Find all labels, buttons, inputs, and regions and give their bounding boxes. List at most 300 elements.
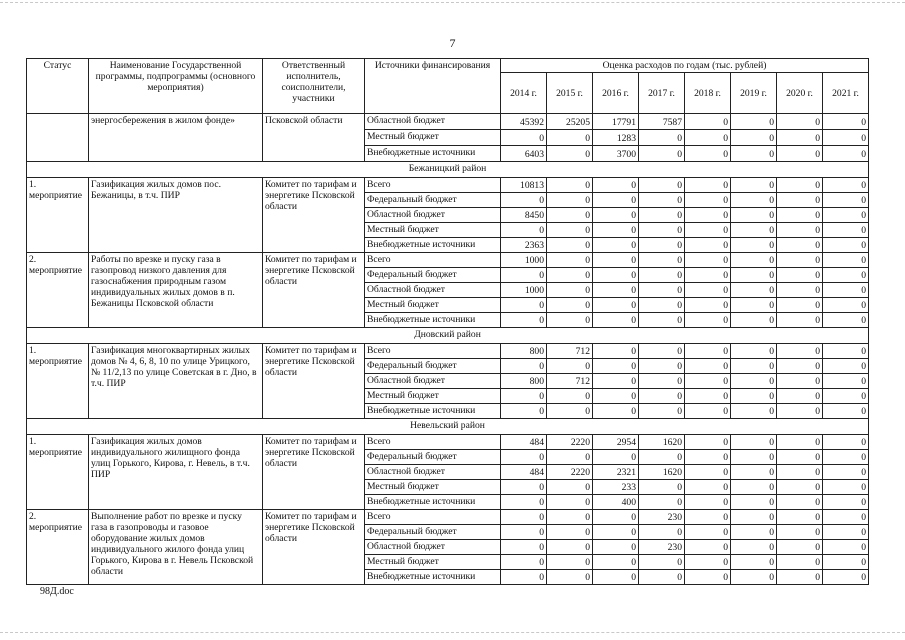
value-cell: 0: [685, 268, 731, 283]
value-cell: 0: [639, 298, 685, 313]
file-name: 98Д.doc: [40, 586, 74, 597]
value-cell: 0: [685, 313, 731, 328]
responsible-cell: Псковской области: [263, 114, 365, 162]
value-cell: 0: [823, 313, 869, 328]
value-cell: 0: [777, 313, 823, 328]
value-cell: 2321: [593, 465, 639, 480]
value-cell: 0: [685, 465, 731, 480]
value-cell: 0: [685, 253, 731, 268]
source-cell: Всего: [365, 344, 501, 359]
source-cell: Областной бюджет: [365, 208, 501, 223]
value-cell: 0: [731, 208, 777, 223]
header-year: 2020 г.: [777, 73, 823, 114]
value-cell: 712: [547, 344, 593, 359]
value-cell: 0: [685, 495, 731, 510]
value-cell: 0: [685, 389, 731, 404]
value-cell: 0: [823, 298, 869, 313]
value-cell: 0: [685, 344, 731, 359]
source-cell: Федеральный бюджет: [365, 525, 501, 540]
value-cell: 0: [685, 178, 731, 193]
value-cell: 0: [593, 313, 639, 328]
value-cell: 0: [685, 570, 731, 585]
value-cell: 0: [731, 193, 777, 208]
header-year: 2021 г.: [823, 73, 869, 114]
value-cell: 0: [731, 313, 777, 328]
value-cell: 0: [639, 450, 685, 465]
header-responsible: Ответственный исполнитель, соисполнители, участники: [263, 59, 365, 114]
source-cell: Местный бюджет: [365, 389, 501, 404]
scan-edge-bottom: [0, 632, 905, 633]
value-cell: 0: [501, 495, 547, 510]
responsible-cell: Комитет по тарифам и энергетике Псковской области: [263, 253, 365, 328]
header-year: 2019 г.: [731, 73, 777, 114]
responsible-cell: Комитет по тарифам и энергетике Псковской области: [263, 510, 365, 585]
value-cell: 0: [547, 404, 593, 419]
value-cell: 0: [547, 313, 593, 328]
value-cell: 0: [501, 223, 547, 238]
value-cell: 0: [501, 450, 547, 465]
value-cell: 2220: [547, 465, 593, 480]
value-cell: 0: [547, 495, 593, 510]
status-cell: 2. мероприятие: [27, 510, 89, 585]
source-cell: Областной бюджет: [365, 114, 501, 130]
value-cell: 0: [501, 193, 547, 208]
value-cell: 0: [823, 404, 869, 419]
value-cell: 0: [685, 525, 731, 540]
activity-name-cell: энергосбережения в жилом фонде»: [89, 114, 263, 162]
value-cell: 0: [731, 146, 777, 162]
value-cell: 0: [593, 540, 639, 555]
value-cell: 0: [593, 389, 639, 404]
value-cell: 0: [547, 510, 593, 525]
source-cell: Федеральный бюджет: [365, 450, 501, 465]
value-cell: 0: [501, 130, 547, 146]
value-cell: 0: [823, 540, 869, 555]
value-cell: 0: [777, 238, 823, 253]
value-cell: 0: [823, 253, 869, 268]
value-cell: 0: [823, 374, 869, 389]
value-cell: 0: [501, 480, 547, 495]
value-cell: 0: [685, 146, 731, 162]
value-cell: 0: [501, 525, 547, 540]
table-row: [27, 178, 869, 193]
value-cell: 0: [777, 510, 823, 525]
source-cell: Всего: [365, 510, 501, 525]
value-cell: 0: [685, 555, 731, 570]
value-cell: 0: [639, 130, 685, 146]
value-cell: 0: [501, 570, 547, 585]
header-year: 2014 г.: [501, 73, 547, 114]
value-cell: 0: [639, 570, 685, 585]
value-cell: 0: [547, 178, 593, 193]
value-cell: 0: [547, 268, 593, 283]
value-cell: 0: [501, 540, 547, 555]
value-cell: 0: [685, 193, 731, 208]
value-cell: 0: [547, 540, 593, 555]
value-cell: 0: [777, 223, 823, 238]
value-cell: 0: [731, 480, 777, 495]
value-cell: 712: [547, 374, 593, 389]
value-cell: 0: [639, 283, 685, 298]
value-cell: 0: [639, 146, 685, 162]
value-cell: 2363: [501, 238, 547, 253]
value-cell: 0: [639, 193, 685, 208]
value-cell: 0: [731, 540, 777, 555]
value-cell: 0: [639, 555, 685, 570]
status-cell: 2. мероприятие: [27, 253, 89, 328]
value-cell: 0: [731, 374, 777, 389]
value-cell: 800: [501, 344, 547, 359]
value-cell: 0: [777, 253, 823, 268]
district-row: [27, 419, 869, 435]
value-cell: 0: [685, 208, 731, 223]
value-cell: 8450: [501, 208, 547, 223]
value-cell: 0: [685, 223, 731, 238]
value-cell: 0: [731, 178, 777, 193]
value-cell: 0: [547, 283, 593, 298]
value-cell: 0: [823, 283, 869, 298]
value-cell: 0: [593, 253, 639, 268]
value-cell: 0: [823, 208, 869, 223]
value-cell: 0: [823, 465, 869, 480]
value-cell: 0: [823, 555, 869, 570]
value-cell: 0: [547, 223, 593, 238]
header-year: 2017 г.: [639, 73, 685, 114]
value-cell: 0: [731, 114, 777, 130]
value-cell: 0: [593, 208, 639, 223]
value-cell: 0: [823, 344, 869, 359]
value-cell: 6403: [501, 146, 547, 162]
value-cell: 1000: [501, 253, 547, 268]
value-cell: 0: [639, 359, 685, 374]
value-cell: 0: [777, 283, 823, 298]
activity-name-cell: Работы по врезке и пуску газа в газопровод низкого давления для газоснабжения природным газом индивидуальных жилых домов в п. Бежаницы Псковской области: [89, 253, 263, 328]
source-cell: Местный бюджет: [365, 480, 501, 495]
value-cell: 0: [639, 495, 685, 510]
value-cell: 0: [501, 359, 547, 374]
value-cell: 0: [777, 465, 823, 480]
table-row: [27, 253, 869, 268]
value-cell: 0: [823, 193, 869, 208]
value-cell: 0: [731, 238, 777, 253]
value-cell: 0: [547, 480, 593, 495]
value-cell: 0: [777, 480, 823, 495]
value-cell: 0: [501, 555, 547, 570]
source-cell: Внебюджетные источники: [365, 238, 501, 253]
value-cell: 0: [731, 555, 777, 570]
value-cell: 0: [547, 146, 593, 162]
value-cell: 0: [777, 555, 823, 570]
value-cell: 25205: [547, 114, 593, 130]
value-cell: 0: [685, 130, 731, 146]
value-cell: 0: [685, 480, 731, 495]
value-cell: 0: [731, 570, 777, 585]
value-cell: 0: [593, 450, 639, 465]
status-cell: 1. мероприятие: [27, 344, 89, 419]
value-cell: 0: [639, 374, 685, 389]
value-cell: 484: [501, 465, 547, 480]
status-cell: 1. мероприятие: [27, 435, 89, 510]
value-cell: 0: [547, 253, 593, 268]
value-cell: 0: [639, 268, 685, 283]
value-cell: 0: [639, 480, 685, 495]
district-name: Дновский район: [27, 328, 869, 344]
district-name: Невельский район: [27, 419, 869, 435]
source-cell: Местный бюджет: [365, 298, 501, 313]
status-cell: 1. мероприятие: [27, 178, 89, 253]
value-cell: 0: [777, 146, 823, 162]
value-cell: 0: [501, 404, 547, 419]
value-cell: 0: [777, 359, 823, 374]
value-cell: 0: [501, 510, 547, 525]
value-cell: 0: [547, 130, 593, 146]
status-cell: [27, 114, 89, 162]
value-cell: 0: [547, 359, 593, 374]
value-cell: 1000: [501, 283, 547, 298]
value-cell: 0: [777, 450, 823, 465]
value-cell: 400: [593, 495, 639, 510]
value-cell: 0: [731, 344, 777, 359]
value-cell: 0: [731, 298, 777, 313]
value-cell: 0: [731, 359, 777, 374]
value-cell: 0: [731, 404, 777, 419]
value-cell: 0: [639, 223, 685, 238]
source-cell: Всего: [365, 178, 501, 193]
value-cell: 2220: [547, 435, 593, 450]
source-cell: Всего: [365, 435, 501, 450]
value-cell: 0: [777, 208, 823, 223]
value-cell: 484: [501, 435, 547, 450]
activity-name-cell: Выполнение работ по врезке и пуску газа в газопроводы и газовое оборудование жилых домов индивидуального жилого фонда улиц Горького, Кирова в г. Невель Псковской области: [89, 510, 263, 585]
table-row: [27, 435, 869, 450]
scan-edge-top: [0, 2, 905, 3]
value-cell: 0: [593, 555, 639, 570]
value-cell: 0: [777, 298, 823, 313]
value-cell: 0: [777, 344, 823, 359]
value-cell: 0: [593, 359, 639, 374]
source-cell: Федеральный бюджет: [365, 359, 501, 374]
header-name: Наименование Государственной программы, подпрограммы (основного мероприятия): [89, 59, 263, 114]
value-cell: 230: [639, 510, 685, 525]
value-cell: 0: [823, 223, 869, 238]
value-cell: 0: [777, 114, 823, 130]
header-year: 2016 г.: [593, 73, 639, 114]
responsible-cell: Комитет по тарифам и энергетике Псковской области: [263, 344, 365, 419]
value-cell: 0: [593, 268, 639, 283]
value-cell: 0: [685, 510, 731, 525]
value-cell: 0: [639, 253, 685, 268]
table-row: [27, 114, 869, 130]
value-cell: 0: [777, 435, 823, 450]
value-cell: 0: [731, 283, 777, 298]
value-cell: 0: [777, 130, 823, 146]
value-cell: 17791: [593, 114, 639, 130]
source-cell: Всего: [365, 253, 501, 268]
value-cell: 0: [547, 525, 593, 540]
district-row: [27, 328, 869, 344]
source-cell: Местный бюджет: [365, 130, 501, 146]
value-cell: 0: [593, 344, 639, 359]
value-cell: 7587: [639, 114, 685, 130]
activity-name-cell: Газификация жилых домов индивидуального жилищного фонда улиц Горького, Кирова, г. Невель, в т.ч. ПИР: [89, 435, 263, 510]
value-cell: 0: [731, 510, 777, 525]
header-estimate: Оценка расходов по годам (тыс. рублей): [501, 59, 869, 73]
value-cell: 45392: [501, 114, 547, 130]
value-cell: 0: [639, 344, 685, 359]
value-cell: 0: [731, 130, 777, 146]
header-row: [27, 59, 869, 73]
value-cell: 1620: [639, 465, 685, 480]
value-cell: 0: [731, 435, 777, 450]
value-cell: 0: [823, 359, 869, 374]
activity-name-cell: Газификация жилых домов пос. Бежаницы, в т.ч. ПИР: [89, 178, 263, 253]
value-cell: 1620: [639, 435, 685, 450]
value-cell: 1283: [593, 130, 639, 146]
table-row: [27, 510, 869, 525]
value-cell: 230: [639, 540, 685, 555]
value-cell: 800: [501, 374, 547, 389]
value-cell: 0: [823, 510, 869, 525]
value-cell: 0: [777, 389, 823, 404]
value-cell: 0: [777, 178, 823, 193]
source-cell: Областной бюджет: [365, 374, 501, 389]
value-cell: 0: [547, 238, 593, 253]
header-year: 2015 г.: [547, 73, 593, 114]
value-cell: 0: [547, 193, 593, 208]
value-cell: 0: [593, 238, 639, 253]
value-cell: 0: [593, 223, 639, 238]
value-cell: 0: [777, 404, 823, 419]
value-cell: 0: [685, 283, 731, 298]
value-cell: 10813: [501, 178, 547, 193]
value-cell: 0: [547, 389, 593, 404]
value-cell: 0: [593, 193, 639, 208]
value-cell: 0: [777, 495, 823, 510]
district-name: Бежаницкий район: [27, 162, 869, 178]
value-cell: 0: [547, 555, 593, 570]
value-cell: 0: [731, 450, 777, 465]
value-cell: 0: [501, 298, 547, 313]
value-cell: 0: [547, 298, 593, 313]
value-cell: 0: [685, 404, 731, 419]
source-cell: Федеральный бюджет: [365, 193, 501, 208]
value-cell: 0: [823, 495, 869, 510]
value-cell: 0: [685, 238, 731, 253]
value-cell: 0: [593, 525, 639, 540]
value-cell: 0: [501, 389, 547, 404]
value-cell: 0: [823, 146, 869, 162]
table-row: [27, 344, 869, 359]
value-cell: 0: [685, 374, 731, 389]
header-year: 2018 г.: [685, 73, 731, 114]
page-number: 7: [449, 36, 456, 50]
value-cell: 0: [823, 525, 869, 540]
value-cell: 0: [593, 298, 639, 313]
responsible-cell: Комитет по тарифам и энергетике Псковской области: [263, 178, 365, 253]
value-cell: 0: [777, 570, 823, 585]
budget-table: [26, 58, 869, 585]
value-cell: 0: [823, 114, 869, 130]
source-cell: Внебюджетные источники: [365, 146, 501, 162]
value-cell: 0: [731, 465, 777, 480]
value-cell: 0: [639, 404, 685, 419]
value-cell: 0: [639, 238, 685, 253]
value-cell: 0: [639, 525, 685, 540]
value-cell: 0: [823, 435, 869, 450]
value-cell: 0: [823, 480, 869, 495]
value-cell: 0: [639, 313, 685, 328]
value-cell: 0: [593, 178, 639, 193]
source-cell: Местный бюджет: [365, 555, 501, 570]
value-cell: 0: [823, 238, 869, 253]
value-cell: 0: [823, 130, 869, 146]
value-cell: 0: [547, 208, 593, 223]
value-cell: 0: [593, 570, 639, 585]
header-status: Статус: [27, 59, 89, 114]
value-cell: 0: [731, 268, 777, 283]
header-sources: Источники финансирования: [365, 59, 501, 114]
value-cell: 0: [639, 178, 685, 193]
value-cell: 0: [593, 404, 639, 419]
source-cell: Внебюджетные источники: [365, 404, 501, 419]
value-cell: 0: [593, 283, 639, 298]
value-cell: 0: [501, 313, 547, 328]
source-cell: Внебюджетные источники: [365, 313, 501, 328]
value-cell: 0: [823, 178, 869, 193]
value-cell: 0: [501, 268, 547, 283]
responsible-cell: Комитет по тарифам и энергетике Псковской области: [263, 435, 365, 510]
value-cell: 0: [547, 450, 593, 465]
value-cell: 0: [593, 374, 639, 389]
source-cell: Внебюджетные источники: [365, 570, 501, 585]
value-cell: 0: [777, 540, 823, 555]
value-cell: 0: [593, 510, 639, 525]
value-cell: 0: [731, 223, 777, 238]
value-cell: 0: [685, 114, 731, 130]
source-cell: Местный бюджет: [365, 223, 501, 238]
value-cell: 0: [823, 268, 869, 283]
value-cell: 0: [777, 374, 823, 389]
value-cell: 0: [639, 389, 685, 404]
source-cell: Внебюджетные источники: [365, 495, 501, 510]
source-cell: Федеральный бюджет: [365, 268, 501, 283]
value-cell: 0: [685, 450, 731, 465]
value-cell: 0: [777, 525, 823, 540]
value-cell: 0: [685, 359, 731, 374]
source-cell: Областной бюджет: [365, 540, 501, 555]
value-cell: 0: [731, 495, 777, 510]
value-cell: 2954: [593, 435, 639, 450]
value-cell: 0: [777, 268, 823, 283]
value-cell: 0: [639, 208, 685, 223]
value-cell: 0: [547, 570, 593, 585]
value-cell: 0: [823, 450, 869, 465]
source-cell: Областной бюджет: [365, 465, 501, 480]
value-cell: 0: [731, 525, 777, 540]
value-cell: 0: [685, 540, 731, 555]
value-cell: 0: [731, 253, 777, 268]
value-cell: 0: [685, 298, 731, 313]
value-cell: 3700: [593, 146, 639, 162]
value-cell: 0: [731, 389, 777, 404]
activity-name-cell: Газификация многоквартирных жилых домов № 4, 6, 8, 10 по улице Урицкого, № 11/2,13 по улице Советская в г. Дно, в т.ч. ПИР: [89, 344, 263, 419]
value-cell: 0: [685, 435, 731, 450]
district-row: [27, 162, 869, 178]
value-cell: 233: [593, 480, 639, 495]
value-cell: 0: [823, 570, 869, 585]
value-cell: 0: [823, 389, 869, 404]
source-cell: Областной бюджет: [365, 283, 501, 298]
